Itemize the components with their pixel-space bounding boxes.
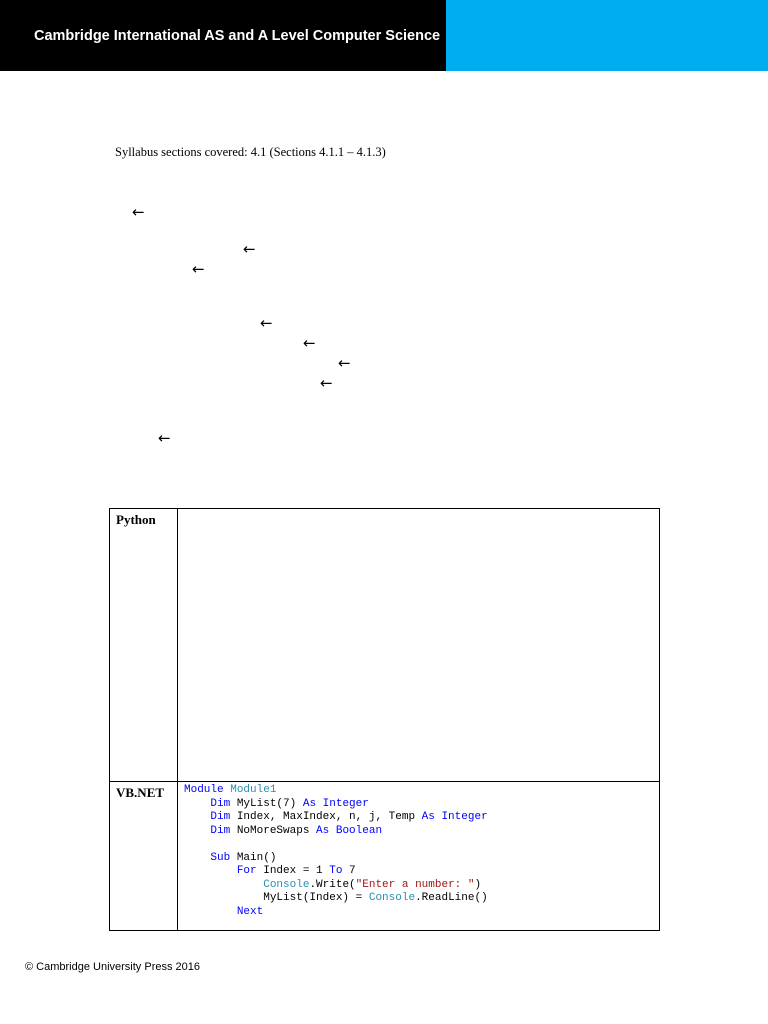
code-token xyxy=(184,852,210,864)
code-token: Module xyxy=(184,784,231,796)
assignment-arrow: ← xyxy=(320,374,333,392)
copyright-footer: © Cambridge University Press 2016 xyxy=(25,961,201,973)
code-token: Module1 xyxy=(230,784,277,796)
vbnet-code-block xyxy=(184,784,488,919)
vbnet-label: VB.NET xyxy=(116,785,165,800)
code-line xyxy=(184,892,488,906)
code-token: Console xyxy=(263,878,310,891)
code-token xyxy=(184,879,263,891)
code-token: .ReadLine() xyxy=(415,892,488,904)
code-line xyxy=(184,852,488,866)
code-token xyxy=(184,865,237,877)
code-token: 7 xyxy=(342,865,356,877)
code-token: Index = 1 xyxy=(256,865,330,877)
code-token: As Boolean xyxy=(316,824,383,837)
code-line xyxy=(184,784,488,798)
code-token: ) xyxy=(474,878,482,891)
code-line xyxy=(184,906,488,920)
code-token: .Write( xyxy=(309,878,356,891)
code-comparison-table xyxy=(109,508,660,931)
code-token: To xyxy=(329,865,343,877)
code-token xyxy=(184,798,210,810)
code-token: MyList(7) xyxy=(230,797,303,810)
assignment-arrow: ← xyxy=(158,429,171,447)
code-token: As Integer xyxy=(421,811,488,823)
header-accent xyxy=(446,0,768,71)
code-token: Index, MaxIndex, n, j, Temp xyxy=(230,811,422,823)
code-token xyxy=(184,811,210,823)
code-line xyxy=(184,811,488,825)
assignment-arrow: ← xyxy=(260,314,273,332)
code-token: MyList(Index) = xyxy=(184,892,369,904)
code-token: For xyxy=(236,865,257,877)
code-token: As Integer xyxy=(302,797,369,810)
code-token: NoMoreSwaps xyxy=(230,824,317,837)
syllabus-sections: Syllabus sections covered: 4.1 (Sections 4.1.1 – 4.1.3) xyxy=(115,145,386,159)
assignment-arrow: ← xyxy=(132,203,145,221)
code-token: Dim xyxy=(210,811,231,823)
page-title: Cambridge International AS and A Level Computer Science xyxy=(34,28,441,44)
code-line xyxy=(184,798,488,812)
code-line xyxy=(184,825,488,839)
assignment-arrow: ← xyxy=(303,334,316,352)
table-divider-horizontal xyxy=(110,781,659,782)
code-token: Next xyxy=(236,905,264,918)
code-token: Dim xyxy=(210,824,231,837)
assignment-arrow: ← xyxy=(192,260,205,278)
assignment-arrow: ← xyxy=(243,240,256,258)
code-token: Dim xyxy=(210,797,231,810)
code-line xyxy=(184,865,488,879)
code-token: Main() xyxy=(230,851,277,864)
python-label: Python xyxy=(116,512,156,527)
code-line xyxy=(184,838,488,852)
code-token xyxy=(184,906,237,918)
code-token: "Enter a number: " xyxy=(355,878,475,891)
assignment-arrow: ← xyxy=(338,354,351,372)
code-token: Sub xyxy=(210,851,231,864)
code-token: Console xyxy=(368,892,416,904)
table-divider-vertical xyxy=(177,509,178,930)
code-line xyxy=(184,879,488,893)
code-token xyxy=(184,825,210,837)
